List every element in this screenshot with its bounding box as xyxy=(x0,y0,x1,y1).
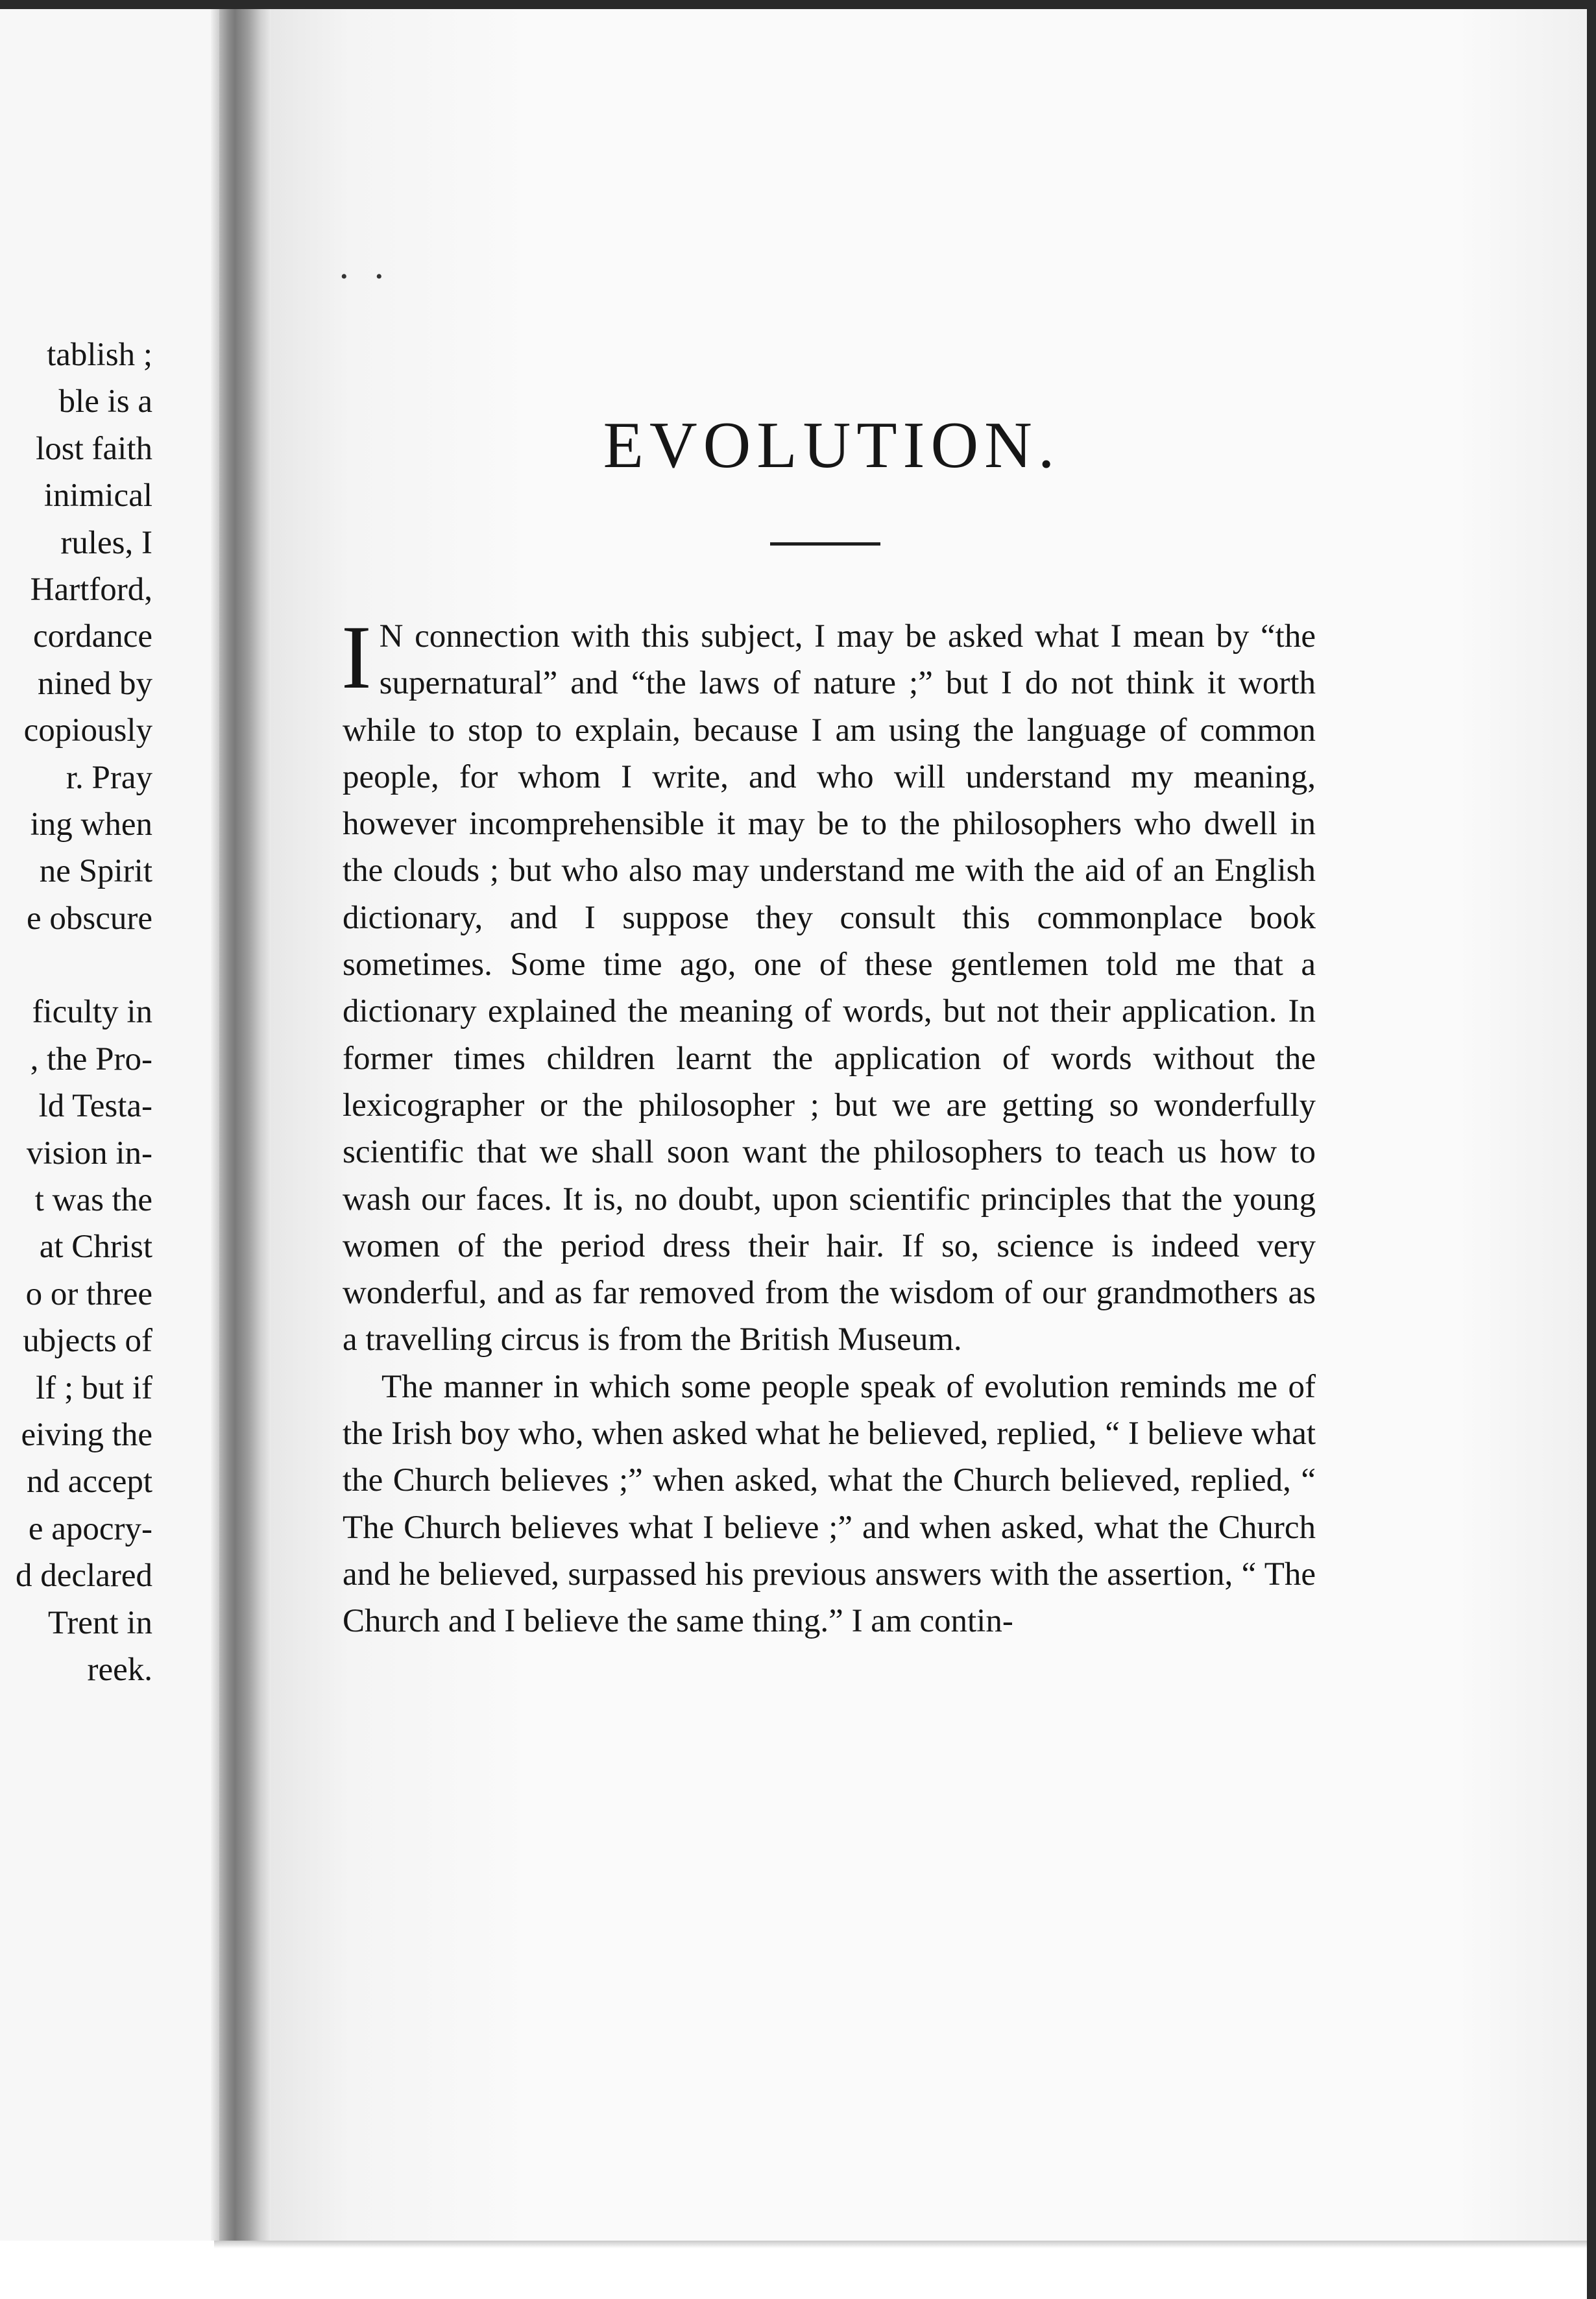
facing-page-line: lost faith xyxy=(36,430,152,467)
title-rule xyxy=(770,542,880,546)
facing-page-line: reek. xyxy=(87,1651,152,1688)
facing-page-line: e apocry- xyxy=(28,1510,152,1547)
paragraph-1 xyxy=(341,607,1316,1364)
facing-page-line xyxy=(0,942,152,989)
paragraph-1-text: connection with this subject, I may be asked what I mean by “the supernatural” and “the laws of nature ;” but I do not think it worth while to stop to explain, because I am using the language of common people, for whom I write, and who will understand my meaning, however incomprehensible it may be to the philosophers who dwell in the clouds ; but who also may understand me with the aid of an English dictionary, and I suppose they consult this commonplace book sometimes. Some time ago, one of these gentlemen told me that a dictionary explained the meaning of words, but not their application. In former times children learnt the application of words without the lexicographer or the philosopher ; but we are getting so wonderfully scientific that we shall soon want the philosophers to teach us how to wash our faces. It is, no doubt, upon scientific principles that the young women of the period dress their hair. If so, science is indeed very wonderful, and as far removed from the wisdom of our grandmothers as a travelling circus is from the British Museum. xyxy=(343,618,1316,1358)
paragraph-2: The manner in which some people speak of evolution reminds me of the Irish boy who, when asked what he believed, replied, “ I believe what the Church believes ;” when asked, what the Church believed, replied, “ The Church believes what I believe ;” and when asked, what the Church and he believed, surpassed his previous answers with the assertion, “ The Church and I believe the same thing.” I am contin- xyxy=(343,1368,1316,1640)
facing-page-line: inimical xyxy=(43,477,152,514)
facing-page-line: nd accept xyxy=(27,1463,152,1500)
facing-page-line: nined by xyxy=(37,665,152,702)
facing-page-line: tablish ; xyxy=(47,337,152,373)
body-text xyxy=(341,607,1316,1645)
facing-page-line: Hartford, xyxy=(30,571,152,608)
facing-page-fragment xyxy=(0,9,224,2241)
paragraph-1-lead: N xyxy=(379,618,404,655)
facing-page-line: rules, I xyxy=(60,524,152,561)
facing-page-line: ne Spirit xyxy=(39,853,152,890)
facing-page-line: ble is a xyxy=(58,383,152,420)
facing-page-line: cordance xyxy=(32,618,152,655)
drop-cap: I xyxy=(341,607,372,708)
facing-page-line: at Christ xyxy=(39,1229,152,1266)
scan-speck: • • xyxy=(341,266,394,287)
book-gutter-shadow xyxy=(219,9,271,2241)
facing-page-line: copiously xyxy=(23,712,152,749)
facing-page-line: t was the xyxy=(34,1182,152,1219)
facing-page-line: vision in- xyxy=(26,1135,152,1172)
page-bottom-edge xyxy=(214,2241,1587,2248)
facing-page-line: ficulty in xyxy=(32,994,152,1031)
facing-page-line: d declared xyxy=(16,1558,152,1595)
facing-page-line: e obscure xyxy=(27,900,152,937)
facing-page-line: ubjects of xyxy=(23,1323,152,1360)
facing-page-line: eiving the xyxy=(21,1416,152,1453)
facing-page-line: o or three xyxy=(25,1275,152,1312)
facing-page-line: ing when xyxy=(30,806,152,843)
facing-page-line: lf ; but if xyxy=(36,1369,152,1406)
page-title: EVOLUTION. xyxy=(603,409,1061,482)
facing-page-line: , the Pro- xyxy=(30,1041,152,1077)
facing-page-line: ld Testa- xyxy=(38,1088,152,1125)
facing-page-line: Trent in xyxy=(47,1604,152,1641)
facing-page-lines xyxy=(0,331,152,1693)
facing-page-line: r. Pray xyxy=(66,759,152,796)
